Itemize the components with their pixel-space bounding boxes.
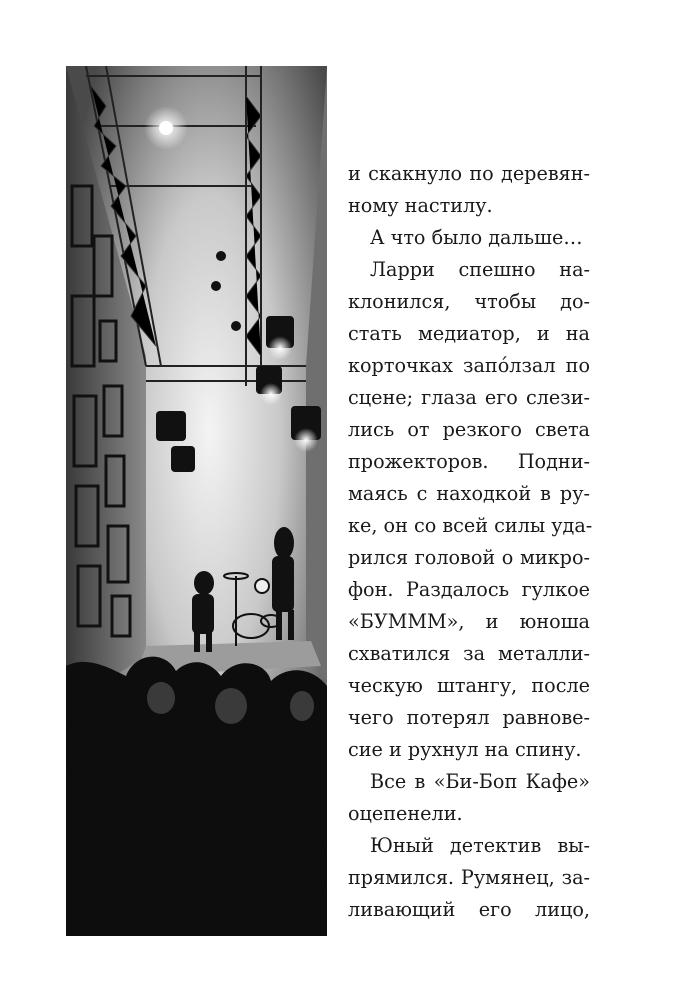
text-line: чего потерял равнове- <box>348 706 590 729</box>
text-line: «БУМММ», и юноша <box>348 610 590 633</box>
text-line: ливающий его лицо, <box>348 898 590 921</box>
body-text <box>348 158 593 926</box>
text-line: ному настилу. <box>348 194 493 217</box>
text-line: Все в «Би-Боп Кафе» <box>370 770 590 793</box>
text-line: корточках запóлзал по <box>348 354 590 377</box>
text-line: ке, он со всей силы уда- <box>348 514 593 537</box>
concert-stage-illustration-icon <box>66 66 327 936</box>
text-line: и скакнуло по деревян- <box>348 162 590 185</box>
text-line: стать медиатор, и на <box>348 322 590 345</box>
text-line: клонился, чтобы до- <box>348 290 590 313</box>
text-line: сие и рухнул на спину. <box>348 738 582 761</box>
text-line: сцене; глаза его слези- <box>348 386 590 409</box>
text-line: лись от резкого света <box>348 418 590 441</box>
text-line: оцепенели. <box>348 802 463 825</box>
text-line: А что было дальше… <box>370 226 583 249</box>
text-line: прямился. Румянец, за- <box>348 866 590 889</box>
text-line: рился головой о микро- <box>348 546 590 569</box>
text-line: фон. Раздалось гулкое <box>348 578 590 601</box>
text-line: маясь с находкой в ру- <box>348 482 590 505</box>
text-line: Юный детектив вы- <box>370 834 590 857</box>
concert-illustration <box>66 66 327 936</box>
text-line: Ларри спешно на- <box>370 258 590 281</box>
text-line: ческую штангу, после <box>348 674 590 697</box>
text-line: прожекторов. Подни- <box>348 450 590 473</box>
text-line: схватился за металли- <box>348 642 590 665</box>
